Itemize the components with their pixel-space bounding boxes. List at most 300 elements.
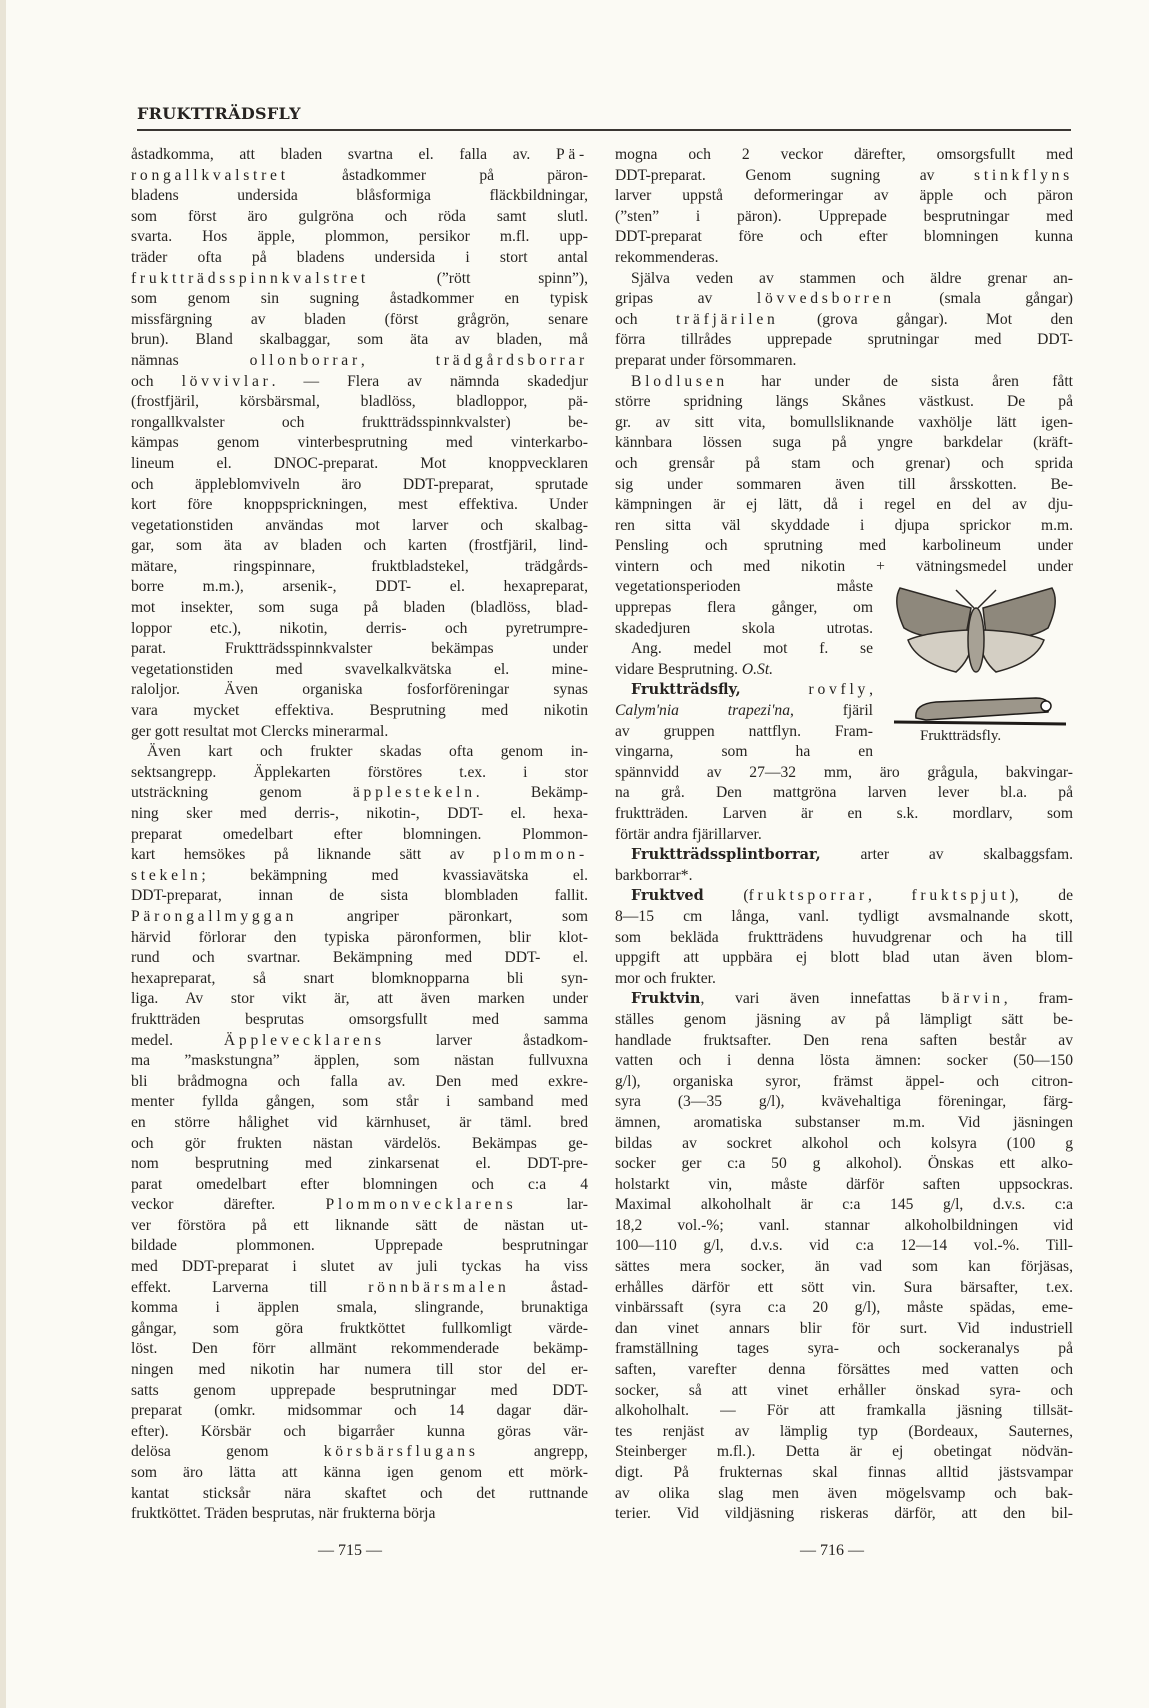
text-segment: åstadkomma, att bladen svartna el. falla av. xyxy=(131,146,556,163)
text-line xyxy=(131,1278,588,1299)
text-segment: träder ofta på bladens undersida i stort antal xyxy=(131,248,588,266)
text-line xyxy=(131,1360,588,1381)
header-rule xyxy=(137,129,1071,131)
text-line xyxy=(131,372,588,393)
text-line xyxy=(615,1236,1073,1257)
moth-and-larva-icon xyxy=(886,580,1066,730)
text-line xyxy=(131,701,588,722)
text-line xyxy=(131,145,588,166)
text-segment: bildas av sockret alkohol och kolsyra (100 g xyxy=(615,1134,1073,1152)
text-segment: liga. Av stor vikt är, att även marken under xyxy=(131,990,588,1008)
text-line xyxy=(131,660,588,681)
spaced-term: lövvedsborren xyxy=(756,290,895,308)
text-segment: som först äro gulgröna och röda samt slutl. xyxy=(131,207,588,225)
text-segment: , xyxy=(360,351,436,369)
entry-headword: Fruktved xyxy=(631,887,704,905)
spaced-term: träfjärilen xyxy=(675,310,779,328)
text-segment: kart hemsökes på liknande sätt av xyxy=(131,846,494,864)
text-line xyxy=(131,1339,588,1360)
text-segment: som bekläda fruktträdens huvudgrenar och ha till xyxy=(615,928,1073,946)
text-segment: saften, varefter denna försättes med vatten och xyxy=(615,1361,1073,1379)
text-segment: vegetationstiden med svavelkalkvätska el. mine- xyxy=(131,660,588,678)
text-segment: larver uppstå deformeringar av äpple och päron xyxy=(615,187,1073,205)
scan-edge xyxy=(0,0,6,1708)
text-segment: veckor därefter. xyxy=(131,1196,326,1214)
spaced-term: stinkflyns xyxy=(974,166,1073,184)
spaced-term: fruktsporrar xyxy=(748,887,868,905)
text-line xyxy=(131,886,588,907)
text-segment: rongallkvalster och fruktträdsspinnkvalster) be- xyxy=(131,413,588,431)
text-segment: barkborrar*. xyxy=(615,866,693,884)
text-segment: mätare, ringspinnare, fruktbladstekel, trädgårds- xyxy=(131,557,588,575)
text-segment: ger gott resultat mot Clercks minerarmal. xyxy=(131,722,389,740)
text-segment: och xyxy=(131,372,182,390)
text-line xyxy=(131,1175,588,1196)
text-segment: sig under sommaren även till årsskotten. Be- xyxy=(615,475,1073,493)
text-line xyxy=(615,825,1073,846)
text-segment: , vari även innefattas xyxy=(700,990,942,1008)
text-line xyxy=(615,763,1073,784)
text-segment: av olika slag men även mögelsvamp och bak- xyxy=(615,1484,1073,1502)
entry-headword: Fruktvin xyxy=(631,990,701,1008)
text-segment: kännbara lössen suga på yngre barkdelar (kräft- xyxy=(615,434,1073,452)
page-number-left: — 715 — xyxy=(318,1542,382,1559)
text-segment: , xyxy=(869,681,873,699)
text-line xyxy=(615,742,873,763)
text-line xyxy=(615,1051,1073,1072)
text-line xyxy=(615,1463,1073,1484)
text-segment: 8—15 cm långa, vanl. tydligt avsmalnande skott, xyxy=(615,907,1073,925)
text-segment: gripas av xyxy=(615,290,757,308)
text-segment: som genom sin sugning åstadkommer en typisk xyxy=(131,290,588,308)
text-line xyxy=(615,886,1073,907)
text-line xyxy=(615,1072,1073,1093)
text-line xyxy=(131,742,588,763)
text-segment: ställes genom jäsning av på lämpligt sätt be- xyxy=(615,1010,1073,1028)
text-line xyxy=(615,536,1073,557)
text-segment: svarta. Hos äpple, plommon, persikor m.fl. upp- xyxy=(131,228,588,246)
text-segment: komma i äpplen smala, slingrande, brunaktiga xyxy=(131,1299,588,1317)
text-segment: . — Flera av nämnda skadedjur xyxy=(271,372,588,390)
text-line xyxy=(615,372,1073,393)
text-segment: Pensling och sprutning med karbolineum under xyxy=(615,537,1073,555)
text-segment: vegetationsperioden måste xyxy=(615,578,873,596)
spaced-term: fruktspjut xyxy=(911,887,1010,905)
text-segment: framställning tages syra- och sockeranalys på xyxy=(615,1340,1073,1358)
text-segment: rekommenderas. xyxy=(615,248,719,266)
text-segment: rund och svartnar. Bekämpning med DDT- el. xyxy=(131,949,588,967)
text-segment: ma ”maskstungna” äpplen, som nästan fullvuxna xyxy=(131,1052,588,1070)
text-line xyxy=(615,804,1073,825)
text-line xyxy=(615,660,873,681)
text-line xyxy=(131,1113,588,1134)
text-segment: borre m.m.), arsenik-, DDT- el. hexapreparat, xyxy=(131,578,588,596)
text-segment: socker, så att vinet erhåller önskad syra- och xyxy=(615,1381,1073,1399)
text-line xyxy=(131,516,588,537)
page-number-right: — 716 — xyxy=(800,1542,864,1559)
text-line xyxy=(131,1010,588,1031)
text-segment: parat. Fruktträdsspinnkvalster bekämpas under xyxy=(131,640,588,658)
text-segment: effekt. Larverna till xyxy=(131,1278,369,1296)
text-segment: hexapreparat, så snart blomknopparna bli syn- xyxy=(131,969,588,987)
text-line xyxy=(615,1422,1073,1443)
text-segment: gar, som äta av bladen och karten (frostfjäril, lind- xyxy=(131,537,588,555)
text-segment: angrepp, xyxy=(478,1443,588,1461)
text-line xyxy=(131,1092,588,1113)
text-segment: bildade plommonen. Upprepade besprutningar xyxy=(131,1237,588,1255)
text-line xyxy=(131,577,588,598)
text-line xyxy=(131,1257,588,1278)
text-line xyxy=(615,166,1073,187)
text-line xyxy=(131,1134,588,1155)
text-segment: som äro lätta att känna igen genom ett mörk- xyxy=(131,1464,588,1481)
text-line xyxy=(131,1381,588,1402)
text-line xyxy=(131,1298,588,1319)
text-segment: raloljor. Även organiska fosforföreningar synas xyxy=(131,681,588,699)
text-segment: vingarna, som ha en xyxy=(615,743,873,761)
text-segment: ver förstöra på ett liknande sätt de nästan ut- xyxy=(131,1216,588,1234)
running-header: FRUKTTRÄDSFLY xyxy=(137,104,301,123)
text-line xyxy=(615,1195,1073,1216)
text-segment: 18,2 vol.-%; vanl. stannar alkoholbildningen vid xyxy=(615,1216,1073,1234)
text-segment: skadedjuren skola utrotas. xyxy=(615,619,873,637)
figure-caption: Fruktträdsfly. xyxy=(920,728,1002,744)
text-line xyxy=(131,433,588,454)
text-segment: ningen med nikotin har numera till stor del er- xyxy=(131,1361,588,1379)
text-segment: ( xyxy=(703,887,749,905)
text-line xyxy=(615,969,1073,990)
text-line xyxy=(131,207,588,228)
text-segment: preparat omedelbart efter blomningen. Plommon- xyxy=(131,825,588,843)
text-line xyxy=(131,989,588,1010)
text-line xyxy=(615,1298,1073,1319)
text-segment: lineum el. DNOC-preparat. Mot knoppvecklaren xyxy=(131,454,588,472)
text-line xyxy=(615,1257,1073,1278)
spaced-term: Blodlusen xyxy=(631,372,728,390)
text-segment: (”rött spinn”), xyxy=(368,269,588,287)
text-segment: sektsangrepp. Äpplekarten förstöres t.ex. i stor xyxy=(131,763,588,781)
text-line xyxy=(131,1154,588,1175)
text-segment: uppgift att uppbära ej blott blad utan även blom- xyxy=(615,949,1073,967)
text-segment: vintern och med nikotin + vätningsmedel under xyxy=(615,557,1073,575)
text-line xyxy=(131,557,588,578)
text-line xyxy=(615,248,1073,269)
text-segment: kämpas genom vinterbesprutning med vinterkarbo- xyxy=(131,434,588,452)
text-segment: syra (3—35 g/l), kvävehaltiga föreningar, färg- xyxy=(615,1093,1073,1111)
text-segment: arter av skalbaggsfam. xyxy=(820,846,1073,864)
text-line xyxy=(615,845,1073,866)
text-line xyxy=(615,475,1073,496)
text-line xyxy=(615,577,873,598)
text-segment: larver åstadkom- xyxy=(384,1031,588,1049)
text-line xyxy=(615,1154,1073,1175)
text-segment: mot insekter, som suga på bladen (bladlöss, blad- xyxy=(131,599,588,617)
text-segment: socker ger c:a 50 g alkohol). Önskas ett alko- xyxy=(615,1155,1073,1173)
italic-text: O.St. xyxy=(741,660,774,678)
text-line xyxy=(131,289,588,310)
text-segment: vinbärssaft (syra c:a 20 g/l), måste spädas, eme- xyxy=(615,1299,1073,1317)
text-segment: erhålles därför ett sött vin. Sura bärsafter, t.ex. xyxy=(615,1278,1073,1296)
text-line xyxy=(131,1319,588,1340)
text-line xyxy=(615,722,873,743)
italic-text: Calym'nia trapezi'na xyxy=(615,702,791,720)
entry-headword: Fruktträdsfly, xyxy=(631,681,741,699)
spaced-term: Pärongallmyggan xyxy=(131,907,298,925)
text-segment: utsträckning genom xyxy=(131,784,353,802)
text-segment: kort före knoppsprickningen, mest effektiva. Under xyxy=(131,496,588,514)
text-line xyxy=(615,1134,1073,1155)
spaced-term: ollonborrar xyxy=(249,351,361,369)
text-segment: kantat sticksår nära skaftet och det ruttnande xyxy=(131,1484,588,1502)
text-line xyxy=(615,1216,1073,1237)
text-segment: preparat under försommaren. xyxy=(615,351,797,369)
text-line xyxy=(615,701,873,722)
text-segment: tes renjäst av lämplig typ (Bordeaux, Sauternes, xyxy=(615,1422,1073,1440)
text-line xyxy=(131,186,588,207)
moth-illustration xyxy=(886,580,1066,750)
text-segment: DDT-preparat. Genom sugning av xyxy=(615,166,975,184)
text-line xyxy=(615,1113,1073,1134)
text-line xyxy=(131,1442,588,1463)
text-line xyxy=(615,1484,1073,1505)
text-segment: fruktköttet. Träden besprutas, när frukterna börja xyxy=(131,1505,436,1523)
text-segment: . Bekämp- xyxy=(475,784,588,802)
text-line xyxy=(615,1031,1073,1052)
entry-headword: Fruktträdssplintborrar, xyxy=(631,846,821,864)
text-line xyxy=(131,495,588,516)
text-segment: Även kart och frukter skadas ofta genom in- xyxy=(147,743,588,761)
spaced-term: Äpplevecklarens xyxy=(223,1031,385,1049)
text-segment: , fram- xyxy=(1003,990,1073,1008)
text-line xyxy=(615,330,1073,351)
text-line xyxy=(131,1216,588,1237)
text-segment: ; bekämpning med kvassiavätska el. xyxy=(201,866,588,884)
text-line xyxy=(615,392,1073,413)
text-line xyxy=(131,598,588,619)
text-segment: gr. av sitt vita, bomullsliknande vaxhölje lätt igen- xyxy=(615,413,1073,431)
text-segment: missfärgning av bladen (först grågrön, senare xyxy=(131,310,588,328)
text-segment: bladens undersida blåsformiga fläckbildningar, xyxy=(131,187,588,205)
text-segment: har under de sista åren fått xyxy=(727,372,1073,390)
text-segment: lar- xyxy=(516,1196,588,1214)
text-line xyxy=(131,680,588,701)
text-segment: härvid förlorar den typiska päronformen, blir klot- xyxy=(131,928,588,946)
text-line xyxy=(615,351,1073,372)
spaced-term: rönnbärsmalen xyxy=(368,1278,510,1296)
text-line xyxy=(615,619,873,640)
text-line xyxy=(131,866,588,887)
text-segment: dan vinet annars blir för surt. Vid industriell xyxy=(615,1319,1073,1337)
text-line xyxy=(615,516,1073,537)
text-line xyxy=(131,907,588,928)
text-segment: gångar, som göra fruktköttet fullkomligt värde- xyxy=(131,1319,588,1337)
text-segment: alkoholhalt. — För att framkalla jäsning tillsät- xyxy=(615,1402,1073,1420)
spaced-term: fruktträdsspinnkvalstret xyxy=(131,269,369,287)
text-segment: upprepas flera gånger, om xyxy=(615,599,873,617)
text-segment: holstarkt vin, måste därför saften uppsockras. xyxy=(615,1175,1073,1193)
text-segment: åstad- xyxy=(509,1278,588,1296)
text-segment: ämnen, aromatiska substanser m.m. Vid jäsningen xyxy=(615,1113,1073,1131)
text-line xyxy=(131,1401,588,1422)
text-segment: parat omedelbart efter blomningen och c:a 4 xyxy=(131,1175,588,1193)
text-segment: fruktträden besprutas omsorgsfullt med samma xyxy=(131,1010,588,1028)
text-line xyxy=(131,763,588,784)
spaced-term: trädgårdsborrar xyxy=(435,351,588,369)
text-line xyxy=(615,289,1073,310)
text-line xyxy=(615,207,1073,228)
text-line xyxy=(131,330,588,351)
text-segment: och grensår på stam och grenar) och sprida xyxy=(615,454,1073,472)
spaced-term: stekeln xyxy=(131,866,202,884)
text-segment: och xyxy=(615,310,676,328)
text-segment: delösa genom xyxy=(131,1443,324,1461)
text-line xyxy=(131,227,588,248)
text-line xyxy=(131,1051,588,1072)
text-segment: sättes mera socker, än vad som kan förjäsas, xyxy=(615,1258,1073,1276)
spaced-term: bärvin xyxy=(941,990,1004,1008)
text-segment: , xyxy=(867,887,912,905)
text-segment: löst. Den förr allmänt rekommenderade bekämp- xyxy=(131,1340,588,1358)
text-line xyxy=(615,1010,1073,1031)
text-line xyxy=(615,866,1073,887)
spaced-term: plommon- xyxy=(493,846,588,864)
text-line xyxy=(131,1072,588,1093)
text-segment: en större hålighet vid kärnhuset, är täml. bred xyxy=(131,1113,588,1131)
text-segment: och äppleblomviveln äro DDT-preparat, sprutade xyxy=(131,475,588,493)
text-segment: ), de xyxy=(1009,887,1073,905)
spaced-term: rovfly xyxy=(808,681,870,699)
text-segment: åstadkommer på päron- xyxy=(288,166,588,184)
text-segment: loppor etc.), nikotin, derris- och pyretrumpre- xyxy=(131,619,588,637)
text-line xyxy=(131,783,588,804)
text-segment xyxy=(741,681,809,698)
text-line xyxy=(131,1484,588,1505)
text-line xyxy=(131,825,588,846)
text-line xyxy=(131,845,588,866)
text-line xyxy=(615,1360,1073,1381)
text-line xyxy=(615,557,1073,578)
text-segment: förra tillrådes upprepade sprutningar med DDT- xyxy=(615,331,1073,349)
text-line xyxy=(131,948,588,969)
text-segment: satts genom upprepade besprutningar med DDT- xyxy=(131,1381,588,1399)
text-line xyxy=(131,454,588,475)
text-line xyxy=(615,1442,1073,1463)
text-line xyxy=(615,495,1073,516)
text-line xyxy=(131,269,588,290)
text-line xyxy=(615,598,873,619)
text-line xyxy=(615,948,1073,969)
text-line xyxy=(615,1381,1073,1402)
text-line xyxy=(615,227,1073,248)
text-line xyxy=(131,1195,588,1216)
text-line xyxy=(615,1319,1073,1340)
text-segment: digt. På frukternas skal finnas alltid jästsvampar xyxy=(615,1464,1073,1481)
text-line xyxy=(131,1463,588,1484)
text-line xyxy=(131,1031,588,1052)
text-segment: spännvidd av 27—32 mm, äro grågula, bakvingar- xyxy=(615,763,1073,781)
text-line xyxy=(615,1339,1073,1360)
text-segment: Ang. medel mot f. se xyxy=(631,640,873,658)
text-segment: Steinberger m.fl.). Detta är ej obetingat nödvän- xyxy=(615,1443,1073,1461)
text-segment: större spridning längs Skånes västkust. De på xyxy=(615,393,1073,411)
text-segment: med DDT-preparat i slutet av juli tyckas ha viss xyxy=(131,1258,588,1276)
text-segment: medel. xyxy=(131,1031,224,1049)
text-line xyxy=(131,1236,588,1257)
right-column xyxy=(615,145,1073,1525)
spaced-term: äpplestekeln xyxy=(352,784,476,802)
text-segment: terier. Vid vildjäsning riskeras därför, att den bil- xyxy=(615,1505,1073,1523)
text-segment: och gör frukten nästan värdelös. Bekämpas ge- xyxy=(131,1134,588,1152)
text-segment: Själva veden av stammen och äldre grenar an- xyxy=(631,269,1073,287)
text-line xyxy=(131,248,588,269)
text-segment: (grova gångar). Mot den xyxy=(778,310,1073,328)
text-segment: na grå. Den mattgröna larven lever bl.a. på xyxy=(615,784,1073,802)
text-segment: bli brådmogna och falla av. Den med exkre- xyxy=(131,1072,588,1090)
text-line xyxy=(615,454,1073,475)
text-segment: fruktträden. Larven är en s.k. mordlarv, som xyxy=(615,805,1073,822)
text-segment: (”sten” i päron). Upprepade besprutningar med xyxy=(615,207,1073,225)
spaced-term: körsbärsflugans xyxy=(323,1443,479,1461)
text-segment: (smala gångar) xyxy=(894,290,1073,308)
text-segment: nom besprutning med zinkarsenat el. DDT-pre- xyxy=(131,1155,588,1173)
text-segment: förtär andra fjärillarver. xyxy=(615,825,762,843)
text-line xyxy=(615,1175,1073,1196)
text-line xyxy=(615,145,1073,166)
text-line xyxy=(131,1422,588,1443)
text-line xyxy=(131,166,588,187)
text-segment: (frostfjäril, körsbärsmal, bladlöss, bladloppor, pä- xyxy=(131,393,588,411)
text-segment: Maximal alkoholhalt är c:a 145 g/l, d.v.s. c:a xyxy=(615,1196,1073,1214)
text-segment: vegetationstiden användas mot larver och skalbag- xyxy=(131,516,588,534)
text-segment: kämpningen är ej lätt, då i regel en del av dju- xyxy=(615,496,1073,514)
text-line xyxy=(131,639,588,660)
text-segment: g/l), organiska syror, främst äppel- och citron- xyxy=(615,1072,1073,1090)
spaced-term: lövvivlar xyxy=(181,372,272,390)
text-segment: vidare Besprutning. xyxy=(615,660,742,678)
text-segment: mogna och 2 veckor därefter, omsorgsfullt med xyxy=(615,146,1073,163)
text-segment: brun). Bland skalbaggar, som äta av bladen, må xyxy=(131,331,588,349)
text-line xyxy=(615,186,1073,207)
text-line xyxy=(615,907,1073,928)
text-line xyxy=(615,1278,1073,1299)
text-segment: preparat (omkr. midsommar och 14 dagar där- xyxy=(131,1402,588,1420)
spaced-term: rongallkvalstret xyxy=(131,166,289,184)
text-line xyxy=(615,413,1073,434)
text-segment: vara mycket effektiva. Besprutning med nikotin xyxy=(131,702,588,720)
text-line xyxy=(615,639,873,660)
text-line xyxy=(131,619,588,640)
text-line xyxy=(615,928,1073,949)
text-line xyxy=(131,722,588,743)
text-segment: ning sker med derris-, nikotin-, DDT- el. hexa- xyxy=(131,805,588,822)
text-line xyxy=(615,1504,1073,1525)
text-line xyxy=(131,536,588,557)
left-column xyxy=(131,145,588,1525)
text-segment: angriper päronkart, som xyxy=(297,907,588,925)
text-line xyxy=(131,1504,588,1525)
text-segment: DDT-preparat före och efter blomningen kunna xyxy=(615,228,1073,246)
text-line xyxy=(615,1401,1073,1422)
spaced-term: Plommonvecklarens xyxy=(325,1196,517,1214)
text-segment: handlade fruktsafter. Den rena saften består av xyxy=(615,1031,1073,1049)
text-segment: mor och frukter. xyxy=(615,969,716,987)
text-segment: nämnas xyxy=(131,351,250,369)
text-line xyxy=(131,475,588,496)
text-line xyxy=(615,269,1073,290)
text-line xyxy=(615,783,1073,804)
text-segment: 100—110 g/l, d.v.s. vid c:a 12—14 vol.-%. Till- xyxy=(615,1237,1073,1255)
text-line xyxy=(615,1092,1073,1113)
